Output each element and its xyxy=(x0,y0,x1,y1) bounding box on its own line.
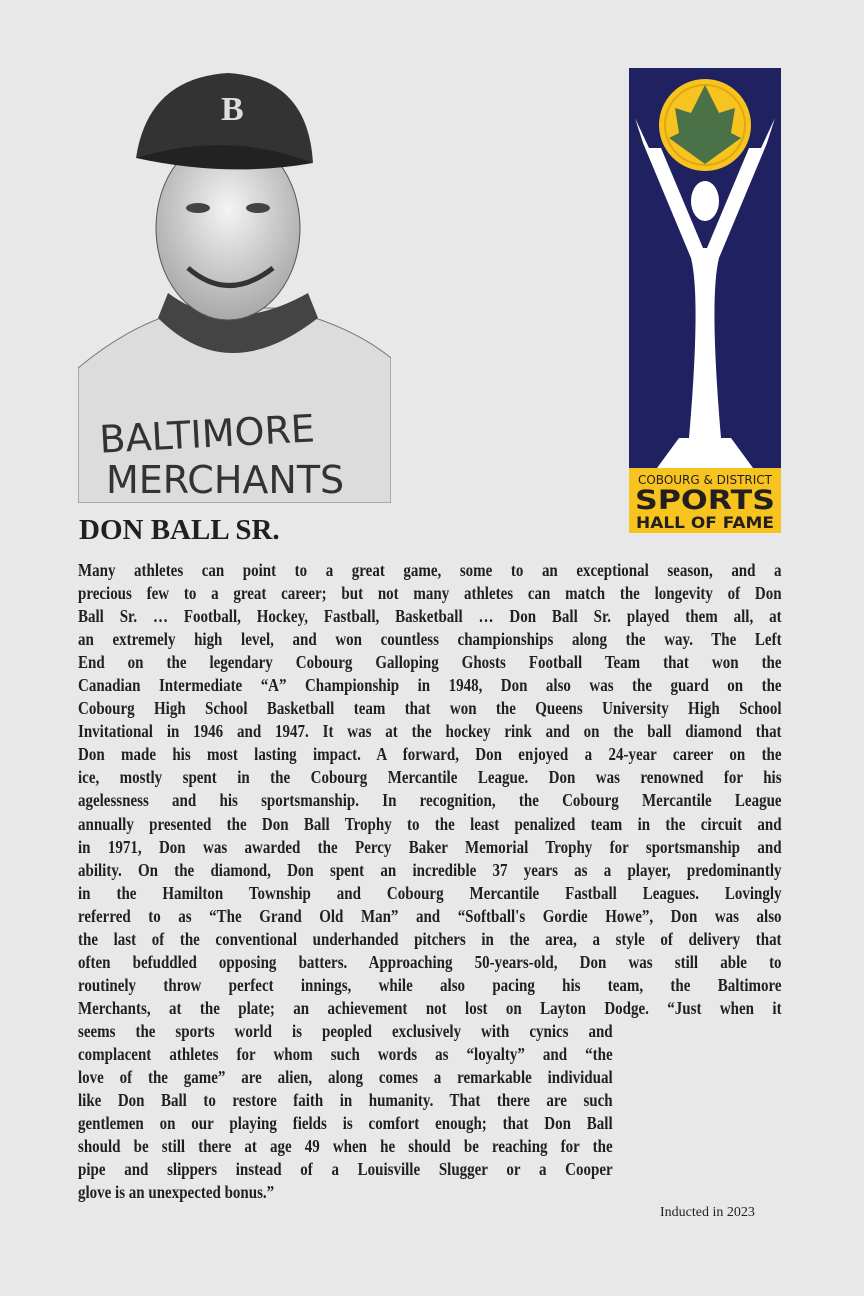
bio-line: Cobourg High School Basketball team that won the Queens University High School xyxy=(78,698,782,719)
portrait-sketch xyxy=(78,68,391,503)
quote-line: complacent athletes for whom such words as “loyalty” and “the xyxy=(78,1043,613,1064)
logo-line1: COBOURG & DISTRICT xyxy=(637,473,773,487)
biography xyxy=(78,559,782,1204)
bio-line: precious few to a great career; but not many athletes can match the longevity of Don xyxy=(78,583,782,604)
shirt-text: BALTIMORE xyxy=(98,406,316,462)
bio-line: an extremely high level, and won countless championships along the way. The Left xyxy=(78,629,782,650)
logo-line2: SPORTS xyxy=(635,485,775,516)
bio-line: often befuddled opposing batters. Approaching 50-years-old, Don was still able to xyxy=(78,951,782,972)
logo-line3: HALL OF FAME xyxy=(636,513,774,532)
cap-letter: B xyxy=(221,91,244,128)
inductee-name: DON BALL SR. xyxy=(79,514,280,546)
induction-year: Inducted in 2023 xyxy=(660,1205,755,1220)
quote-line: pipe and slippers instead of a Louisville Slugger or a Cooper xyxy=(78,1159,613,1180)
quote-line: love of the game” are alien, along comes a remarkable individual xyxy=(78,1067,613,1088)
quote-line: seems the sports world is peopled exclusively with cynics and xyxy=(78,1020,613,1041)
bio-line: End on the legendary Cobourg Galloping Ghosts Football Team that won the xyxy=(78,652,782,673)
bio-line: agelessness and his sportsmanship. In recognition, the Cobourg Mercantile League xyxy=(78,790,782,811)
bio-line: in 1971, Don was awarded the Percy Baker Memorial Trophy for sportsmanship and xyxy=(78,836,782,857)
bio-line: ability. On the diamond, Don spent an incredible 37 years as a player, predominantly xyxy=(78,859,782,880)
bio-line: Invitational in 1946 and 1947. It was at the hockey rink and on the ball diamond that xyxy=(78,721,782,742)
bio-line: referred to as “The Grand Old Man” and “Softball's Gordie Howe”, Don was also xyxy=(78,905,782,926)
bio-line: ice, mostly spent in the Cobourg Mercantile League. Don was renowned for his xyxy=(78,767,782,788)
hall-of-fame-logo xyxy=(629,68,781,533)
quote-line: glove is an unexpected bonus.” xyxy=(78,1182,275,1203)
bio-line: Canadian Intermediate “A” Championship in 1948, Don also was the guard on the xyxy=(78,675,782,696)
bio-line: routinely throw perfect innings, while also pacing his team, the Baltimore xyxy=(78,974,782,995)
bio-line: Don made his most lasting impact. A forward, Don enjoyed a 24-year career on the xyxy=(78,744,782,765)
quote-line: gentlemen on our playing fields is comfort enough; that Don Ball xyxy=(78,1113,613,1134)
quote-line: like Don Ball to restore faith in humanity. That there are such xyxy=(78,1090,613,1111)
bio-line: in the Hamilton Township and Cobourg Mercantile Fastball Leagues. Lovingly xyxy=(78,882,782,903)
bio-line: annually presented the Don Ball Trophy to the least penalized team in the circuit and xyxy=(78,813,782,834)
shirt-text: MERCHANTS xyxy=(106,458,345,502)
quote-line: should be still there at age 49 when he should be reaching for the xyxy=(78,1136,613,1157)
bio-line: Ball Sr. … Football, Hockey, Fastball, Basketball … Don Ball Sr. played them all, at xyxy=(78,606,782,627)
bio-line: the last of the conventional underhanded pitchers in the area, a style of delivery that xyxy=(78,928,782,949)
bio-line: Merchants, at the plate; an achievement not lost on Layton Dodge. “Just when it xyxy=(78,997,782,1018)
bio-line: Many athletes can point to a great game, some to an exceptional season, and a xyxy=(78,560,782,580)
